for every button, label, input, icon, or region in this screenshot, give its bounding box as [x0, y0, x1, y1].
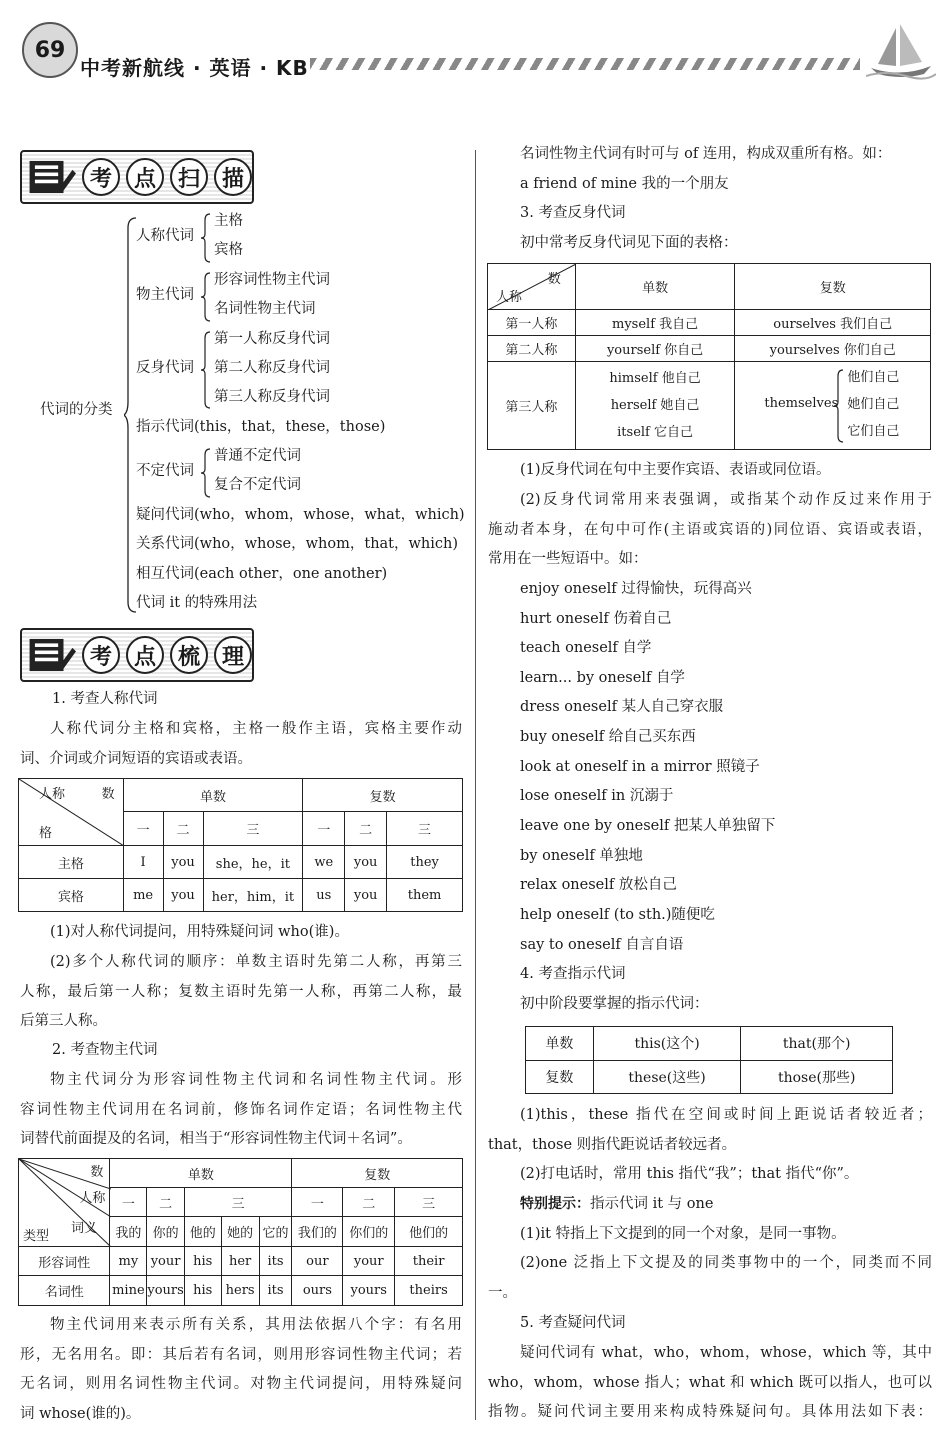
diag-label-person: 人称 [79, 1191, 106, 1206]
special-tip-label: 特别提示： [520, 1196, 590, 1212]
list-item: enjoy oneself 过得愉快，玩得高兴 [520, 581, 752, 597]
table-cell: theirs [395, 1276, 463, 1306]
section-3-title: 3. 考查反身代词 [520, 205, 626, 221]
demonstrative-note-2: (2)打电话时，常用 this 指代“我”；that 指代“你”。 [520, 1166, 859, 1182]
banner-char: 理 [214, 636, 252, 674]
tree-personal-brace [201, 212, 211, 264]
table-cell: her，him，it [203, 879, 303, 912]
tip-note-1: (1)it 特指上下文提到的同一个对象，是同一事物。 [520, 1226, 846, 1242]
table-cell: hers [221, 1276, 259, 1306]
text-line: 物主代词分为形容词性物主代词和名词性物主代词。形 [50, 1072, 462, 1088]
table-cell: you [345, 879, 387, 912]
tree-demonstrative: 指示代词(this，that，these，those) [136, 419, 386, 435]
text-line: 疑问代词有 what，who，whom，whose，which 等，其中 [520, 1345, 932, 1361]
banner-char: 点 [126, 636, 164, 674]
person-header: 二 [343, 1188, 395, 1217]
diag-label-number: 数 [101, 787, 115, 802]
banner-char: 描 [214, 158, 252, 196]
section-5-paragraph [488, 1339, 932, 1428]
person-header: 一 [110, 1188, 147, 1217]
diag-label-person: 人称 [39, 787, 66, 802]
diag-label-number: 数 [90, 1165, 104, 1180]
list-item: help oneself (to sth.)随便吃 [520, 907, 715, 923]
meaning-header: 他的 [184, 1217, 221, 1247]
table-cell: she，he，it [203, 846, 303, 879]
list-item: dress oneself 某人自己穿衣服 [520, 699, 724, 715]
table-cell: her [221, 1247, 259, 1276]
text-line: 后第三人称。 [20, 1013, 107, 1030]
header-plural: 复数 [735, 264, 931, 310]
table-row [526, 1060, 893, 1094]
table-row [488, 362, 931, 450]
demonstrative-note-1 [488, 1101, 932, 1160]
header-dash-rule [310, 58, 860, 70]
text-line: (2)one 泛指上下文提及的同类事物中的一个，同类而不同 [520, 1255, 932, 1271]
section-1-title: 1. 考查人称代词 [52, 691, 158, 707]
notebook-pencil-icon [26, 633, 76, 677]
column-divider [475, 150, 476, 1420]
text-line: 词、介词或介词短语的宾语或表语。 [20, 750, 252, 767]
text-line: 容词性物主代词用在名词前，修饰名词作定语；名词性物主代 [20, 1101, 462, 1118]
meaning-header: 它的 [259, 1217, 292, 1247]
table-cell: me [123, 879, 163, 912]
section-5-title: 5. 考查疑问代词 [520, 1315, 626, 1331]
person-header: 三 [184, 1188, 292, 1217]
table-cell: ourselves 我们自己 [735, 310, 931, 336]
person-header: 二 [163, 812, 203, 846]
table-cell-line: 它们自己 [847, 424, 900, 439]
list-item: teach oneself 自学 [520, 640, 652, 656]
text-line: 人称代词分主格和宾格，主格一般作主语，宾格主要作动 [50, 721, 462, 737]
list-item: say to oneself 自言自语 [520, 937, 684, 953]
table-cell: his [184, 1276, 221, 1306]
text-line: 词 whose(谁的)。 [20, 1406, 141, 1423]
tree-reciprocal: 相互代词(each other，one another) [136, 566, 388, 582]
personal-pronoun-table [18, 778, 463, 912]
tree-root: 代词的分类 [40, 402, 113, 418]
tree-personal-sub: 主格 [214, 213, 243, 229]
section-3-intro: 初中常考反身代词见下面的表格： [520, 235, 738, 251]
list-item: lose oneself in 沉溺于 [520, 788, 674, 804]
banner-char: 考 [82, 158, 120, 196]
possessive-pronoun-table [18, 1158, 463, 1306]
text-line: 词替代前面提及的名词，相当于“形容词性物主代词＋名词”。 [20, 1131, 412, 1148]
reflexive-note-2 [488, 486, 932, 575]
note-2 [20, 948, 462, 1037]
demonstrative-pronoun-table [525, 1026, 893, 1094]
third-person-singular-cell [575, 362, 735, 450]
special-tip-text: 指示代词 it 与 one [590, 1196, 714, 1212]
table-cell: its [259, 1276, 292, 1306]
tree-reflexive-sub: 第三人称反身代词 [214, 389, 330, 405]
tip-note-2 [488, 1249, 932, 1308]
table-cell: his [184, 1247, 221, 1276]
reflexive-note-1: (1)反身代词在句中主要作宾语、表语或同位语。 [520, 462, 831, 478]
table-row [19, 1276, 463, 1306]
person-header: 一 [123, 812, 163, 846]
text-line: 无名词，则用名词性物主代词。对物主代词提问，用特殊疑问 [20, 1376, 462, 1393]
list-item: hurt oneself 伤着自己 [520, 611, 672, 627]
tree-personal: 人称代词 [136, 228, 194, 244]
table-cell: our [292, 1247, 343, 1276]
header-singular: 单数 [575, 264, 735, 310]
table-cell: myself 我自己 [575, 310, 735, 336]
tree-possessive-sub: 名词性物主代词 [214, 301, 316, 317]
header-plural: 复数 [292, 1159, 463, 1188]
header-plural: 复数 [303, 779, 463, 812]
table-row [526, 1027, 893, 1061]
table-row [19, 1247, 463, 1276]
tree-personal-sub: 宾格 [214, 242, 243, 258]
row-label: 第二人称 [488, 336, 576, 362]
table-cell: ours [292, 1276, 343, 1306]
text-line: (1)this，these 指代在空间或时间上距说话者较近者； [520, 1107, 932, 1123]
table-cell: this(这个) [593, 1027, 741, 1061]
tree-possessive-sub: 形容词性物主代词 [214, 272, 330, 288]
table-cell: mine [110, 1276, 147, 1306]
themselves-word: themselves [764, 396, 839, 411]
row-label: 单数 [526, 1027, 594, 1061]
list-item: by oneself 单独地 [520, 848, 643, 864]
person-header: 二 [147, 1188, 184, 1217]
table-row [19, 846, 463, 879]
row-label: 宾格 [19, 879, 124, 912]
table-cell: yourself 你自己 [575, 336, 735, 362]
table-row [488, 336, 931, 362]
tree-possessive-brace [201, 271, 211, 323]
third-person-plural-cell [735, 362, 931, 450]
table-cell-line: 她们自己 [847, 397, 900, 412]
list-item: buy oneself 给自己买东西 [520, 729, 696, 745]
table-cell-line: 他们自己 [847, 370, 900, 385]
themselves-meanings [847, 364, 899, 445]
double-possessive-example: a friend of mine 我的一个朋友 [520, 176, 729, 192]
text-line: 施动者本身，在句中可作(主语或宾语的)同位语、宾语或表语， [488, 521, 932, 538]
themselves-brace [834, 368, 844, 444]
tree-indefinite: 不定代词 [136, 463, 194, 479]
diag-label-meaning: 词义 [71, 1221, 98, 1236]
tree-it-usage: 代词 it 的特殊用法 [136, 595, 258, 611]
table-cell: your [343, 1247, 395, 1276]
meaning-header: 你们的 [343, 1217, 395, 1247]
text-line: 指物。疑问代词主要用来构成特殊疑问句。具体用法如下表： [488, 1404, 932, 1421]
table-cell: you [163, 879, 203, 912]
text-line: (2)反身代词常用来表强调，或指某个动作反过来作用于 [520, 492, 932, 508]
diag-label-type: 类型 [23, 1229, 50, 1244]
section-2-title: 2. 考查物主代词 [52, 1042, 158, 1058]
person-header: 三 [387, 812, 463, 846]
header-singular: 单数 [110, 1159, 292, 1188]
special-tip [520, 1190, 713, 1220]
header-singular: 单数 [123, 779, 303, 812]
diag-label-case: 格 [39, 826, 53, 841]
section-banner-scan [20, 150, 254, 204]
tree-relative: 关系代词(who，whose，whom，that，which) [136, 536, 459, 552]
diagonal-header-cell [488, 264, 576, 310]
row-label: 复数 [526, 1060, 594, 1094]
notebook-pencil-icon [26, 155, 76, 199]
table-cell: these(这些) [593, 1060, 741, 1094]
row-label: 名词性 [19, 1276, 110, 1306]
note-1: (1)对人称代词提问，用特殊疑问词 who(谁)。 [50, 924, 349, 940]
list-item: look at oneself in a mirror 照镜子 [520, 759, 760, 775]
table-cell: yourselves 你们自己 [735, 336, 931, 362]
meaning-header: 我的 [110, 1217, 147, 1247]
table-cell: those(那些) [741, 1060, 893, 1094]
person-header: 三 [395, 1188, 463, 1217]
text-line: that，those 则指代距说话者较远者。 [488, 1136, 737, 1153]
table-cell: yours [147, 1276, 184, 1306]
meaning-header: 他们的 [395, 1217, 463, 1247]
table-cell: you [163, 846, 203, 879]
diag-label-number: 数 [547, 272, 561, 287]
table-cell: yours [343, 1276, 395, 1306]
possessive-usage-paragraph [20, 1311, 462, 1430]
double-possessive-note: 名词性物主代词有时可与 of 连用，构成双重所有格。如： [520, 146, 892, 162]
tree-indefinite-sub: 复合不定代词 [214, 477, 301, 493]
text-line: 物主代词用来表示所有关系，其用法依据八个字：有名用 [50, 1317, 462, 1333]
table-cell: we [303, 846, 345, 879]
list-item: learn... by oneself 自学 [520, 670, 685, 686]
table-row [488, 310, 931, 336]
ship-logo-icon [866, 20, 936, 80]
text-line: 一。 [488, 1284, 517, 1301]
diag-label-person: 人称 [496, 290, 523, 305]
text-line: 常用在一些短语中。如： [488, 551, 648, 568]
table-cell: them [387, 879, 463, 912]
table-cell: us [303, 879, 345, 912]
person-header: 二 [345, 812, 387, 846]
row-label: 第一人称 [488, 310, 576, 336]
text-line: (2)多个人称代词的顺序：单数主语时先第二人称，再第三 [50, 954, 462, 970]
tree-reflexive-sub: 第二人称反身代词 [214, 360, 330, 376]
table-cell: that(那个) [741, 1027, 893, 1061]
table-cell-line: herself 她自己 [610, 398, 700, 413]
list-item: relax oneself 放松自己 [520, 877, 677, 893]
tree-interrogative: 疑问代词(who，whom，whose，what，which) [136, 507, 465, 523]
list-item: leave one by oneself 把某人单独留下 [520, 818, 776, 834]
tree-reflexive: 反身代词 [136, 360, 194, 376]
page-number: 69 [22, 22, 78, 78]
table-cell: its [259, 1247, 292, 1276]
row-label: 形容词性 [19, 1247, 110, 1276]
tree-reflexive-sub: 第一人称反身代词 [214, 331, 330, 347]
tree-indefinite-brace [201, 447, 211, 499]
meaning-header: 你的 [147, 1217, 184, 1247]
reflexive-pronoun-table [487, 263, 931, 450]
tree-indefinite-sub: 普通不定代词 [214, 448, 301, 464]
banner-char: 点 [126, 158, 164, 196]
table-cell: their [395, 1247, 463, 1276]
text-line: 人称，最后第一人称；复数主语时先第一人称，再第二人称，最 [20, 983, 462, 1000]
section-1-paragraph [20, 715, 462, 774]
table-cell-line: himself 他自己 [609, 371, 701, 386]
table-cell: my [110, 1247, 147, 1276]
banner-char: 梳 [170, 636, 208, 674]
table-cell: you [345, 846, 387, 879]
text-line: who，whom，whose 指人；what 和 which 既可以指人，也可以 [488, 1374, 932, 1391]
table-cell: your [147, 1247, 184, 1276]
section-2-paragraph [20, 1066, 462, 1155]
section-banner-sort [20, 628, 254, 682]
text-line: 形，无名用名。即：其后若有名词，则用形容词性物主代词；若 [20, 1346, 462, 1363]
table-row [19, 879, 463, 912]
tree-possessive: 物主代词 [136, 287, 194, 303]
meaning-header: 她的 [221, 1217, 259, 1247]
section-4-title: 4. 考查指示代词 [520, 966, 626, 982]
running-header-title: 中考新航线 · 英语 · KB [80, 56, 309, 80]
meaning-header: 我们的 [292, 1217, 343, 1247]
diagonal-header-cell [19, 1159, 110, 1247]
person-header: 三 [203, 812, 303, 846]
row-label: 主格 [19, 846, 124, 879]
table-cell-line: itself 它自己 [617, 425, 693, 440]
banner-char: 扫 [170, 158, 208, 196]
person-header: 一 [292, 1188, 343, 1217]
diagonal-header-cell [19, 779, 124, 846]
row-label: 第三人称 [488, 362, 576, 450]
tree-reflexive-brace [201, 330, 211, 410]
section-4-intro: 初中阶段要掌握的指示代词： [520, 996, 709, 1012]
table-cell: they [387, 846, 463, 879]
banner-char: 考 [82, 636, 120, 674]
table-cell: I [123, 846, 163, 879]
person-header: 一 [303, 812, 345, 846]
